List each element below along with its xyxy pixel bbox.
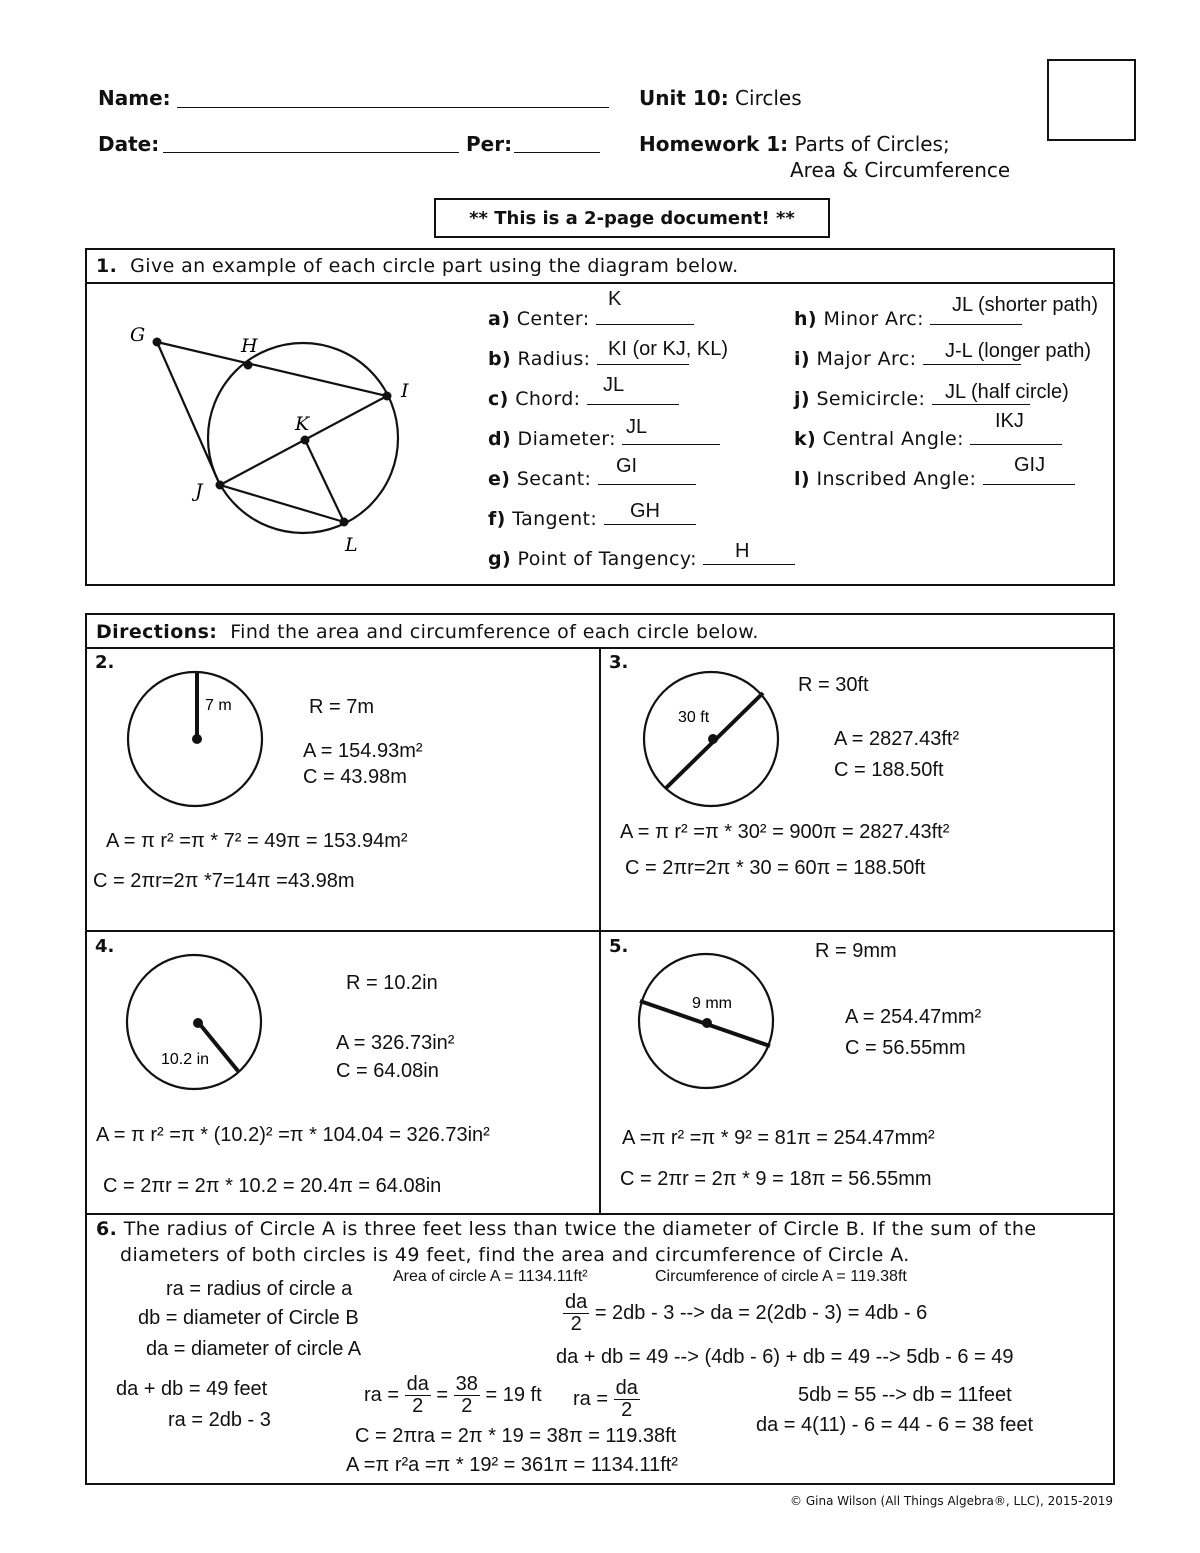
answer-h: JL (shorter path) [952,294,1098,316]
p2-work-area: A = π r² =π * 7² = 49π = 153.94m² [106,830,408,852]
p3-diameter-label: 30 ft [678,709,710,726]
p4-work-area: A = π r² =π * (10.2)² =π * 104.04 = 326.73in² [96,1124,490,1146]
p5-number: 5. [609,936,629,957]
answer-c: JL [603,374,625,396]
q6-prompt-line2: diameters of both circles is 49 feet, find the area and circumference of Circle A. [120,1244,910,1266]
answer-line-c[interactable] [587,386,679,405]
copyright-footer: © Gina Wilson (All Things Algebra®, LLC), 2015-2019 [790,1494,1113,1508]
q6-prompt-line1: 6. The radius of Circle A is three feet less than twice the diameter of Circle B. If the sum of the [96,1218,1037,1240]
period-line[interactable] [514,152,600,153]
answer-e: GI [616,455,638,477]
q6-eq9: A =π r²a =π * 19² = 361π = 1134.11ft² [346,1454,678,1476]
answer-j: JL (half circle) [945,381,1069,403]
name-label: Name: [98,86,171,110]
q1-prompt: 1. Give an example of each circle part using the diagram below. [96,255,739,277]
part-a: a) Center: [488,306,694,330]
label-j: J [195,480,203,502]
date-label: Date: [98,132,160,156]
p3-work-circumference: C = 2πr=2π * 30 = 60π = 188.50ft [625,857,926,879]
answer-a: K [608,288,622,310]
secant-gi [157,342,387,396]
p4-radius: R = 10.2in [346,972,438,994]
date-line[interactable] [163,152,459,153]
q6-def-ra: ra = radius of circle a [166,1278,353,1300]
point-h [244,361,253,370]
chord-jl [220,485,344,522]
label-g: G [130,324,146,346]
p2-work-circumference: C = 2πr=2π *7=14π =43.98m [93,870,355,892]
p3-work-area: A = π r² =π * 30² = 900π = 2827.43ft² [620,821,950,843]
part-l: l) Inscribed Angle: [794,466,1075,490]
p2-circle [120,666,270,816]
part-i: i) Major Arc: [794,346,1021,370]
answer-f: GH [630,500,660,522]
circle-diagram [85,284,445,584]
p4-area: A = 326.73in² [336,1032,455,1054]
part-j: j) Semicircle: [794,386,1030,410]
p4-work-circumference: C = 2πr = 2π * 10.2 = 20.4π = 64.08in [103,1175,442,1197]
unit-title: Unit 10: Circles [639,86,802,110]
q6-divider [85,1213,1115,1215]
part-e: e) Secant: [488,466,696,490]
answer-k: IKJ [995,410,1024,432]
p4-number: 4. [95,936,115,957]
q6-eq6: 5db = 55 --> db = 11feet [798,1384,1012,1406]
label-h: H [241,335,258,357]
point-k [301,436,310,445]
p5-diameter-label: 9 mm [692,995,732,1012]
grid-horizontal-divider [85,930,1115,932]
label-i: I [401,380,409,402]
part-d: d) Diameter: [488,426,720,450]
p2-radius-label: 7 m [205,697,232,714]
answer-line-e[interactable] [598,466,696,485]
homework-subtitle: Area & Circumference [790,158,1011,182]
answer-g: H [735,540,750,562]
point-i [383,392,392,401]
answer-d: JL [626,416,648,438]
p2-number: 2. [95,652,115,673]
q6-eq5b: ra = $\frac{da}{2}$ [573,1377,638,1421]
point-g [153,338,162,347]
directions: Directions: Find the area and circumference of each circle below. [96,621,759,643]
point-l [340,518,349,527]
p5-work-circumference: C = 2πr = 2π * 9 = 18π = 56.55mm [620,1168,932,1190]
p5-radius: R = 9mm [815,940,897,962]
notice-text: ** This is a 2-page document! ** [469,207,795,229]
part-g: g) Point of Tangency: [488,546,795,570]
part-f: f) Tangent: [488,506,696,530]
p2-radius: R = 7m [309,696,375,718]
q6-summary-circumference: Circumference of circle A = 119.38ft [655,1268,907,1285]
p4-circumference: C = 64.08in [336,1060,439,1082]
q6-eq2: da + db = 49 --> (4db - 6) + db = 49 --> 5db - 6 = 49 [556,1346,1014,1368]
p4-circle [120,950,270,1100]
name-line[interactable] [177,107,609,108]
p3-radius: R = 30ft [798,674,869,696]
p3-circumference: C = 188.50ft [834,759,944,781]
p3-circle [638,668,783,813]
answer-l: GIJ [1014,454,1046,476]
p5-circumference: C = 56.55mm [845,1037,966,1059]
q6-eq5: ra = $\frac{da}{2}$ = $\frac{38}{2}$ = 19 ft [364,1373,542,1417]
q6-frac-da-2: $\frac{da}{2}$ [565,1291,588,1335]
score-box[interactable] [1047,59,1136,141]
q6-def-da: da = diameter of circle A [146,1338,362,1360]
radius-kl [305,440,344,522]
p5-area: A = 254.47mm² [845,1006,982,1028]
q6-eq4: ra = 2db - 3 [168,1409,271,1431]
q6-def-db: db = diameter of Circle B [138,1307,359,1329]
answer-b: KI (or KJ, KL) [608,338,729,360]
q6-eq8: C = 2πra = 2π * 19 = 38π = 119.38ft [355,1425,677,1447]
notice-box [434,198,830,238]
q6-summary-area: Area of circle A = 1134.11ft² [393,1268,588,1285]
q6-eq1: $\frac{da}{2}$ = 2db - 3 --> da = 2(2db - 3) = 4db - 6 [565,1291,928,1335]
p5-work-area: A =π r² =π * 9² = 81π = 254.47mm² [622,1127,935,1149]
p3-number: 3. [609,652,629,673]
p4-radius-label: 10.2 in [161,1051,210,1068]
part-h: h) Minor Arc: [794,306,1022,330]
homework-title: Homework 1: Parts of Circles; [639,132,950,156]
label-l: L [345,534,358,556]
label-k: K [295,413,310,435]
answer-i: J-L (longer path) [945,340,1091,362]
part-c: c) Chord: [488,386,679,410]
point-j [216,481,225,490]
period-label: Per: [466,132,513,156]
q6-eq3: da + db = 49 feet [116,1378,268,1400]
part-b: b) Radius: [488,346,689,370]
p2-circumference: C = 43.98m [303,766,407,788]
p5-circle [634,950,779,1095]
p2-area: A = 154.93m² [303,740,423,762]
q6-eq7: da = 4(11) - 6 = 44 - 6 = 38 feet [756,1414,1034,1436]
part-k: k) Central Angle: [794,426,1062,450]
p3-area: A = 2827.43ft² [834,728,960,750]
